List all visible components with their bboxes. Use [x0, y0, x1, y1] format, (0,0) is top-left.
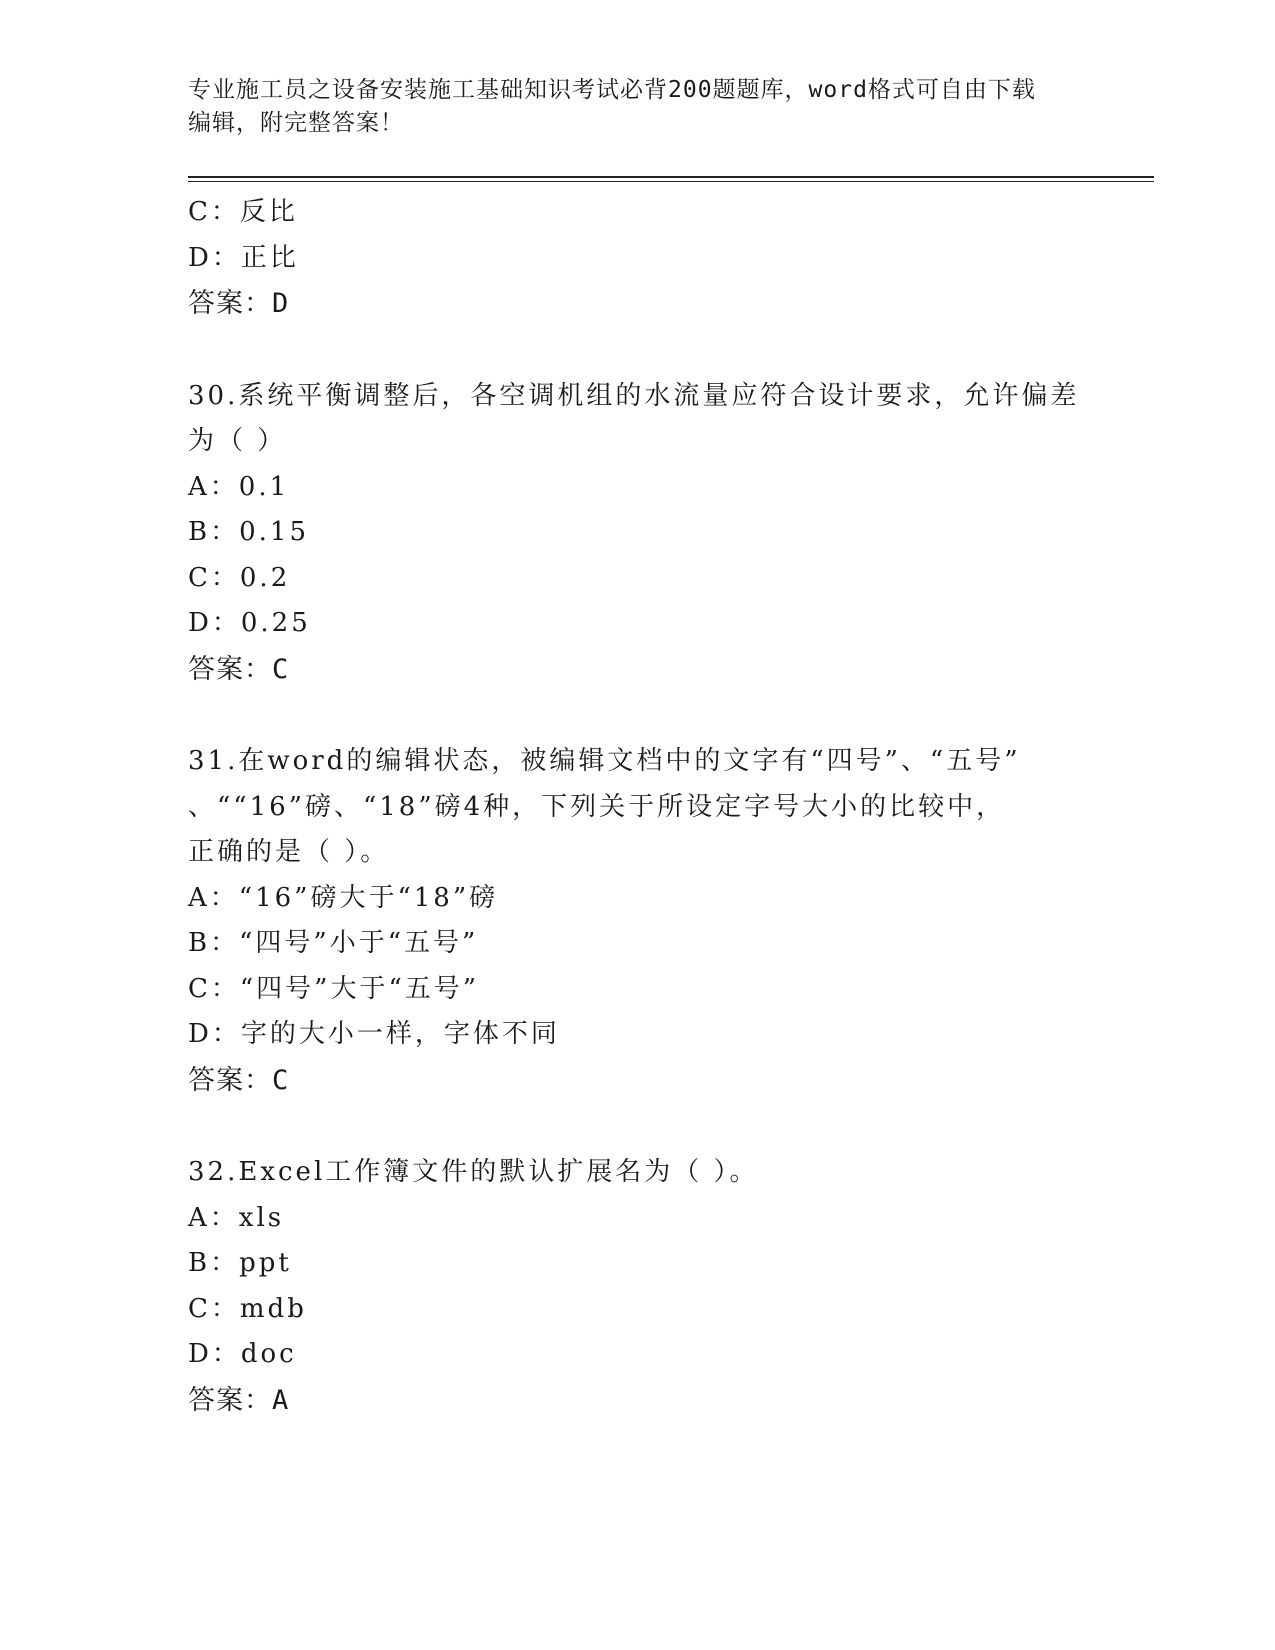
option-b: B：ppt: [188, 1248, 292, 1278]
question-stem-line: 31.在word的编辑状态，被编辑文档中的文字有“四号”、“五号”: [188, 746, 1021, 776]
option-c: C：“四号”大于“五号”: [188, 973, 480, 1004]
question-list: [188, 190, 1088, 1423]
answer-line: 答案：D: [188, 288, 290, 319]
option-d: D：字的大小一样，字体不同: [188, 1019, 560, 1049]
option-c: C：0.2: [188, 562, 291, 593]
question-stem-line: 、““16”磅、“18”磅4种，下列关于所设定字号大小的比较中，: [188, 791, 1006, 822]
question-stem-line: 32.Excel工作簿文件的默认扩展名为（ ）。: [188, 1157, 759, 1187]
question-stem-line: 30.系统平衡调整后，各空调机组的水流量应符合设计要求，允许偏差: [188, 380, 1080, 411]
question-stem-line: 正确的是（ ）。: [188, 837, 390, 867]
option-b: B：“四号”小于“五号”: [188, 928, 479, 958]
option-c: C：mdb: [188, 1293, 307, 1324]
answer-line: 答案：C: [188, 1064, 290, 1096]
question-30: [188, 374, 1088, 693]
option-a: A：“16”磅大于“18”磅: [188, 882, 499, 913]
question-stem-line: 为（ ）: [188, 426, 287, 456]
option-a: A：xls: [188, 1202, 285, 1233]
document-header: [188, 74, 1068, 140]
answer-line: 答案：C: [188, 653, 290, 685]
option-c: C：反比: [188, 197, 298, 227]
option-d: D：0.25: [188, 608, 311, 638]
option-a: A：0.1: [188, 471, 290, 502]
question-31: [188, 739, 1088, 1103]
previous-question-block: [188, 190, 1088, 327]
option-d: D：正比: [188, 242, 299, 273]
header-title-line-2: 编辑，附完整答案！: [188, 110, 404, 136]
question-32: [188, 1150, 1088, 1423]
option-d: D：doc: [188, 1339, 297, 1369]
answer-line: 答案：A: [188, 1384, 290, 1416]
header-title-line-1: 专业施工员之设备安装施工基础知识考试必背200题题库，word格式可自由下载: [188, 77, 1036, 103]
header-divider: [188, 176, 1154, 182]
option-b: B：0.15: [188, 517, 309, 547]
